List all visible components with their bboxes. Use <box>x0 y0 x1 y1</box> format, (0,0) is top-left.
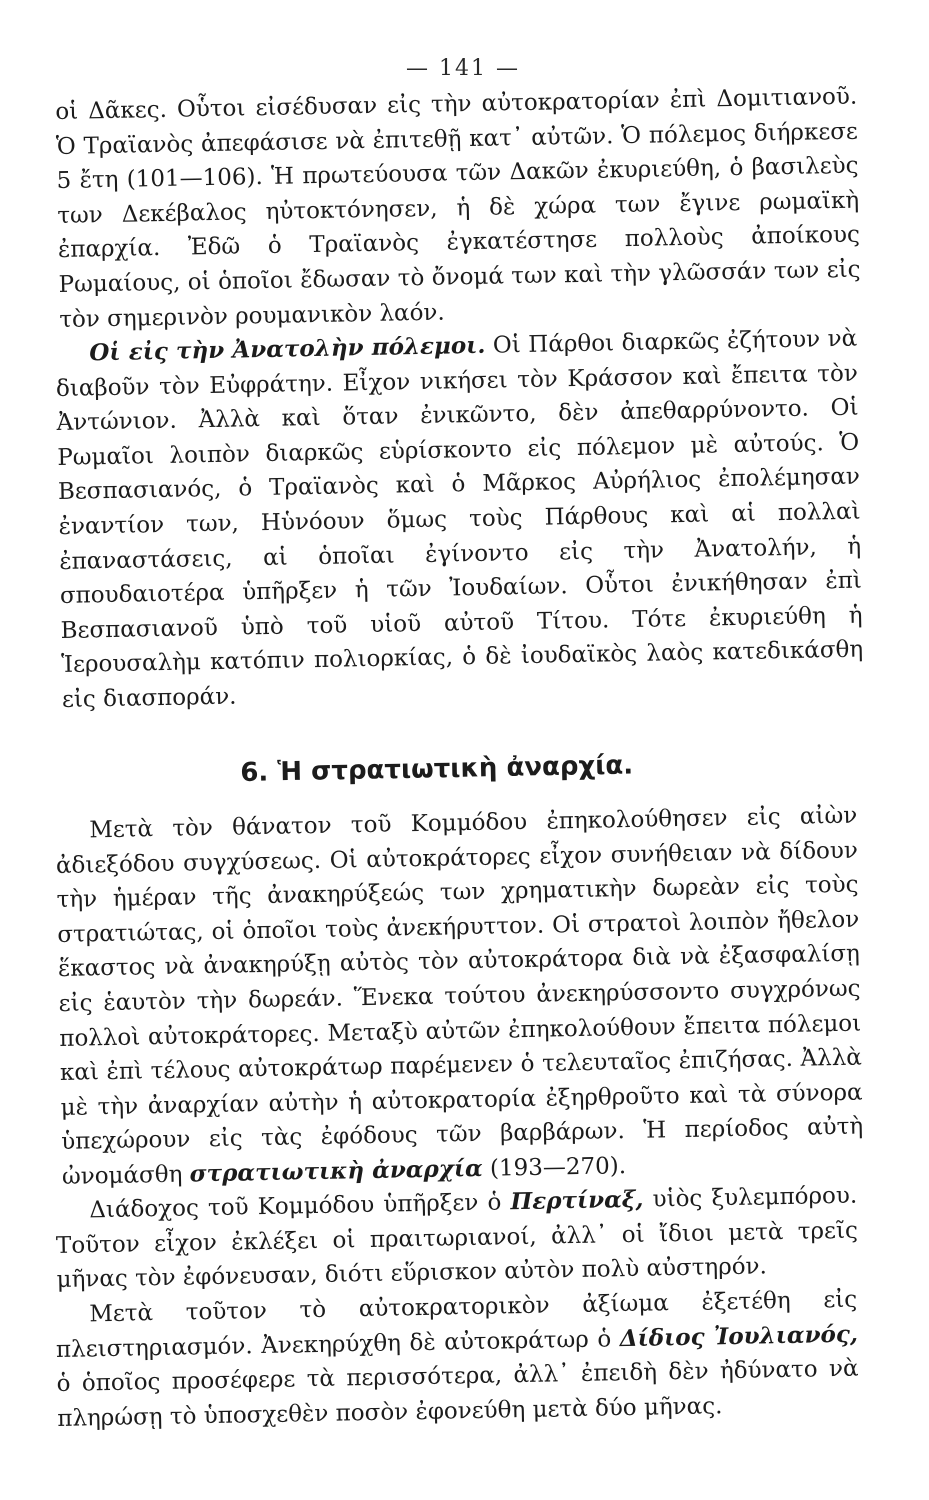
paragraph-dacians: οἱ Δᾶκες. Οὗτοι εἰσέδυσαν εἰς τὴν αὐτοκρατορίαν ἐπὶ Δομιτιανοῦ. Ὁ Τραϊανὸς ἀπεφάσισε νὰ ἐπιτεθῇ κατ᾽ αὐτῶν. Ὁ πόλεμος διήρκεσε 5 ἔτη (101—106). Ἡ πρωτεύουσα τῶν Δακῶν ἐκυριεύθη, ὁ βασιλεὺς των Δεκέβαλος ηὐτοκτόνησεν, ἡ δὲ χώρα των ἔγινε ρωμαϊκὴ ἐπαρχία. Ἐδῶ ὁ Τραϊανὸς ἐγκατέστησε πολλοὺς ἀποίκους Ρωμαίους, οἱ ὁποῖοι ἔδωσαν τὸ ὄνομά των καὶ τὴν γλῶσσάν των εἰς τὸν σημερινὸν ρουμανικὸν λαόν. <box>55 83 861 333</box>
paragraph-eastern-wars <box>55 322 864 718</box>
body-text <box>55 83 864 1436</box>
didius-text-a: Μετὰ τοῦτον τὸ αὐτοκρατορικὸν ἀξίωμα ἐξετέθη εἰς πλειστηριασμόν. Ἀνεκηρύχθη δὲ αὐτοκράτωρ ὁ <box>55 1286 858 1363</box>
didius-text-b: ὁ ὁποῖος προσέφερε τὰ περισσότερα, ἀλλ᾽ ἐπειδὴ δὲν ἠδύνατο νὰ πληρώσῃ τὸ ὑποσχεθὲν ποσὸν ἐφονεύθη μετὰ δύο μῆνας. <box>56 1355 859 1432</box>
military-anarchy-dates: (193—270). <box>489 1152 627 1182</box>
eastern-wars-text: Οἱ Πάρθοι διαρκῶς ἐζήτουν νὰ διαβοῦν τὸν Εὐφράτην. Εἶχον νικήσει τὸν Κράσσον καὶ ἔπειτα τὸν Ἀντώνιον. Ἀλλὰ καὶ ὅταν ἐνικῶντο, δὲν ἀπεθαρρύνοντο. Οἱ Ρωμαῖοι λοιπὸν διαρκῶς εὑρίσκοντο εἰς πόλεμον μὲ αὐτούς. Ὁ Βεσπασιανός, ὁ Τραϊανὸς καὶ ὁ Μᾶρκος Αὐρήλιος ἐπολέμησαν ἐναντίον των, Ηὑνόουν ὅμως τοὺς Πάρθους καὶ αἱ πολλαὶ ἐπαναστάσεις, αἱ ὁποῖαι ἐγίνοντο εἰς τὴν Ἀνατολήν, ἡ σπουδαιοτέρα ὑπῆρξεν ἡ τῶν Ἰουδαίων. Οὗτοι ἐνικήθησαν ἐπὶ Βεσπασιανοῦ ὑπὸ τοῦ υἱοῦ αὐτοῦ Τίτου. Τότε ἐκυριεύθη ἡ Ἱερουσαλὴμ κατόπιν πολιορκίας, ὁ δὲ ἰουδαϊκὸς λαὸς κατεδικάσθη εἰς διασποράν. <box>55 325 864 714</box>
pertinax-name: Περτίναξ, <box>510 1185 644 1216</box>
paragraph-military-anarchy <box>55 798 864 1194</box>
military-anarchy-term: στρατιωτικὴ ἀναρχία <box>189 1154 483 1188</box>
paragraph-didius-julianus <box>55 1283 860 1437</box>
section-heading: 6. Ἡ στρατιωτικὴ ἀναρχία. <box>240 750 634 788</box>
page-number: — 141 — <box>406 56 520 81</box>
didius-name: Δίδιος Ἰουλιανός, <box>619 1320 859 1352</box>
military-anarchy-text: Μετὰ τὸν θάνατον τοῦ Κομμόδου ἐπηκολούθησεν εἰς αἰὼν ἀδιεξόδου συγχύσεως. Οἱ αὐτοκράτορες εἶχον συνήθειαν νὰ δίδουν τὴν ἡμέραν τῆς ἀνακηρύξεώς των χρηματικὴν δωρεὰν εἰς τοὺς στρατιώτας, οἱ ὁποῖοι τοὺς ἀνεκήρυττον. Οἱ στρατοὶ λοιπὸν ἤθελον ἕκαστος νὰ ἀνακηρύξῃ αὐτὸς τὸν αὐτοκράτορα διὰ νὰ ἐξασφαλίσῃ εἰς ἑαυτὸν τὴν δωρεάν. Ἕνεκα τούτου ἀνεκηρύσσοντο συγχρόνως πολλοὶ αὐτοκράτορες. Μεταξὺ αὐτῶν ἐπηκολούθουν ἔπειτα πόλεμοι καὶ ἐπὶ τέλους αὐτοκράτωρ παρέμενεν ὁ τελευταῖος ἐπιζήσας. Ἀλλὰ μὲ τὴν ἀναρχίαν αὐτὴν ἡ αὐτοκρατορία ἐξηρθροῦτο καὶ τὰ σύνορα ὑπεχώρουν εἰς τὰς ἐφόδους τῶν βαρβάρων. Ἡ περίοδος αὐτὴ ὠνομάσθη <box>55 802 864 1190</box>
pertinax-text-b: υἱὸς ξυλεμπόρου. Τοῦτον εἶχον ἐκλέξει οἱ πραιτωριανοί, ἀλλ᾽ οἱ ἴδιοι μετὰ τρεῖς μῆνας τὸν ἐφόνευσαν, διότι εὕρισκον αὐτὸν πολὺ αὐστηρόν. <box>55 1182 859 1294</box>
eastern-wars-lead: Οἱ εἰς τὴν Ἀνατολὴν πόλεμοι. <box>89 331 486 367</box>
pertinax-text-a: Διάδοχος τοῦ Κομμόδου ὑπῆρξεν ὁ <box>89 1189 502 1224</box>
paragraph-pertinax <box>55 1179 859 1298</box>
